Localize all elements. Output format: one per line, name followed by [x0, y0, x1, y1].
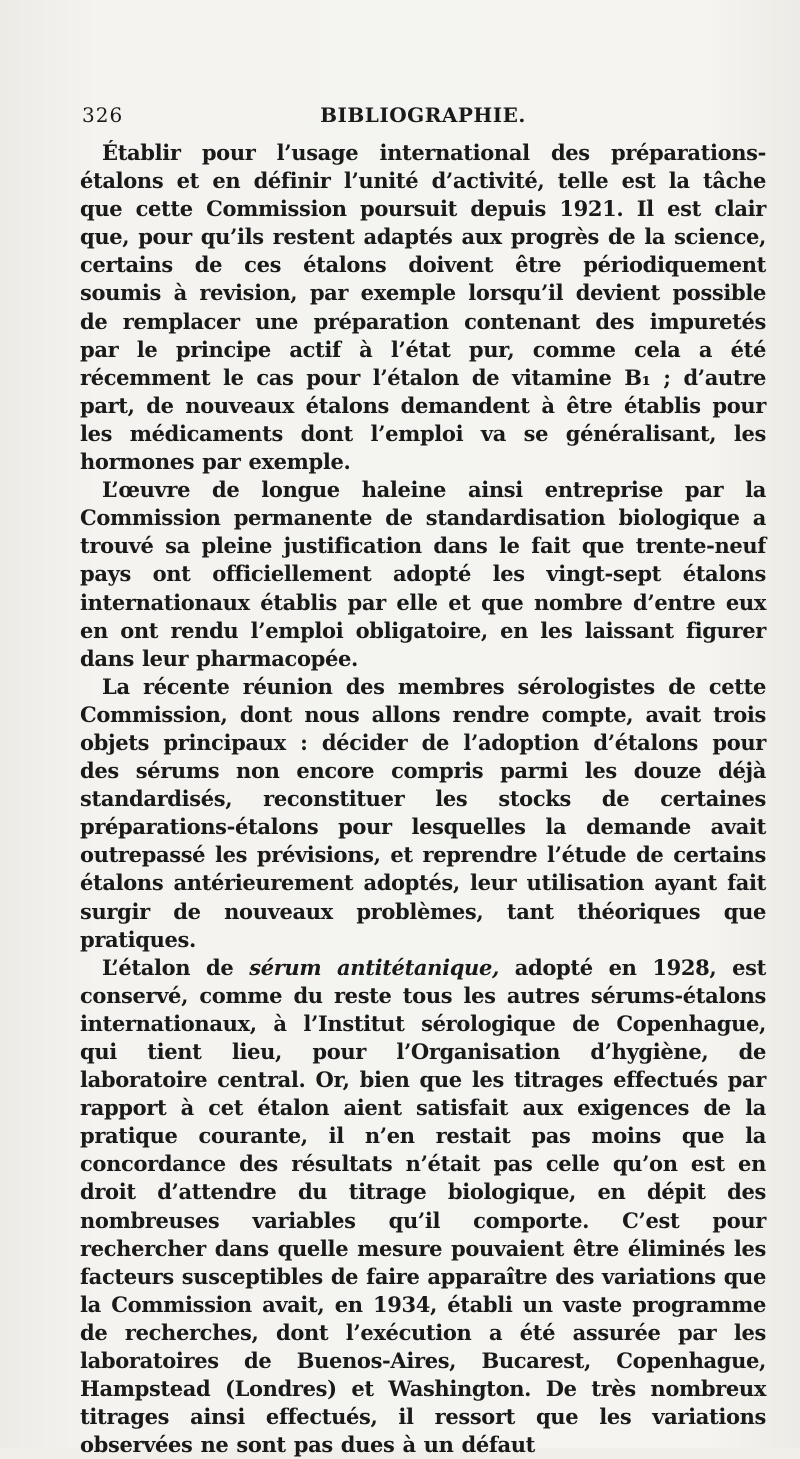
page-header [82, 100, 764, 130]
paragraph-1: Établir pour l’usage international des préparations-étalons et en définir l’unité d’activité, telle est la tâche que cette Commission poursuit depuis 1921. Il est clair que, pour qu’ils restent adaptés aux progrès de la science, certains de ces étalons doivent être périodiquement soumis à revision, par exemple lorsqu’il devient possible de remplacer une préparation contenant des impuretés par le principe actif à l’état pur, comme cela a été récemment le cas pour l’étalon de vitamine B₁ ; d’autre part, de nouveaux étalons demandent à être établis pour les médicaments dont l’emploi va se généralisant, les hormones par exemple. [80, 140, 766, 475]
paragraph-3: La récente réunion des membres sérologistes de cette Commission, dont nous allons rendre compte, avait trois objets principaux : décider de l’adoption d’étalons pour des sérums non encore compris parmi les douze déjà standardisés, reconstituer les stocks de certaines préparations-étalons pour lesquelles la demande avait outrepassé les prévisions, et reprendre l’étude de certains étalons antérieurement adoptés, leur utilisation ayant fait surgir de nouveaux problèmes, tant théoriques que pratiques. [80, 673, 766, 952]
body-text [80, 139, 766, 1459]
running-title: BIBLIOGRAPHIE. [320, 103, 526, 127]
serum-term: sérum antitétanique, [249, 954, 499, 980]
page-number: 326 [82, 103, 124, 127]
paragraph-2: L’œuvre de longue haleine ainsi entreprise par la Commission permanente de standardisation biologique a trouvé sa pleine justification dans le fait que trente-neuf pays ont officiellement adopté les vingt-sept étalons internationaux établis par elle et que nombre d’entre eux en ont rendu l’emploi obligatoire, en les laissant figurer dans leur pharmacopée. [80, 477, 766, 671]
paragraph-4-start: L’étalon de [102, 954, 250, 980]
paragraph-4-rest: adopté en 1928, est conservé, comme du reste tous les autres sérums-étalons internationaux, à l’Institut sérologique de Copenhague, qui tient lieu, pour l’Organisation d’hygiène, de laboratoire central. Or, bien que les titrages effectués par rapport à cet étalon aient satisfait aux exigences de la pratique courante, il n’en restait pas moins que la concordance des résultats n’était pas celle qu’on est en droit d’attendre du titrage biologique, en dépit des nombreuses variables qu’il comporte. C’est pour rechercher dans quelle mesure pouvaient être éliminés les facteurs susceptibles de faire apparaître des variations que la Commission avait, en 1934, établi un vaste programme de recherches, dont l’exécution a été assurée par les laboratoires de Buenos-Aires, Bucarest, Copenhague, Hampstead (Londres) et Washington. De très nombreux titrages ainsi effectués, il ressort que les variations observées ne sont pas dues à un défaut [80, 954, 767, 1458]
paragraph-4 [80, 954, 766, 1459]
